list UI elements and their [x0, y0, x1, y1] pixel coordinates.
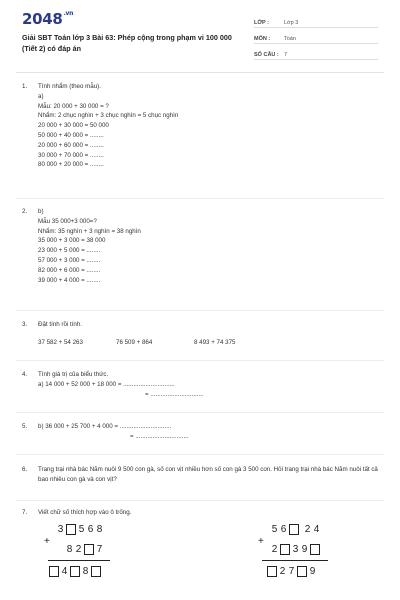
question-4 — [22, 370, 382, 399]
question-number: 1. — [22, 83, 28, 90]
sum-line — [262, 560, 328, 561]
header-divider — [16, 72, 384, 73]
meta-row-count — [254, 46, 378, 60]
question-line: 80 000 + 20 000 = ........ — [38, 161, 104, 169]
logo-suffix: .vn — [63, 10, 74, 17]
question-line: 57 000 + 3 000 = ........ — [38, 256, 101, 264]
answer-line: = ............................... — [130, 432, 189, 440]
meta-row-subject — [254, 30, 378, 44]
plus-sign: + — [258, 536, 264, 547]
addend-row-bottom — [65, 544, 104, 555]
blank-box[interactable] — [289, 524, 299, 535]
question-number: 2. — [22, 208, 28, 215]
divider — [16, 500, 384, 501]
blank-box[interactable] — [267, 566, 277, 577]
question-line: Nhẩm: 35 nghìn + 3 nghìn = 38 nghìn — [38, 227, 141, 235]
question-1 — [22, 82, 382, 170]
question-3 — [22, 320, 382, 348]
question-line: 20 000 + 30 000 = 50 000 — [38, 122, 109, 130]
expression: 37 582 + 54 263 — [38, 338, 83, 346]
question-text: Đặt tính rồi tính. — [38, 321, 83, 328]
question-line: 39 000 + 4 000 = ........ — [38, 276, 101, 284]
logo-text: 2048 — [22, 10, 63, 28]
question-line: Mẫu: 20 000 + 30 000 = ? — [38, 102, 109, 110]
meta-value: Toán — [284, 36, 296, 42]
divider — [16, 310, 384, 311]
question-line: Nhẩm: 2 chục nghìn + 3 chục nghìn = 5 chục nghìn — [38, 112, 179, 120]
column-addition-left — [44, 524, 128, 588]
question-text: Trang trại nhà bác Năm nuôi 9 500 con gà, số con vịt nhiều hơn số con gà 3 500 con. Hỏi trang trại nhà bác Năm nuôi tất cả bao nhiêu con gà và con vịt? — [38, 466, 378, 483]
meta-value: Lớp 3 — [284, 20, 299, 26]
column-addition-right — [258, 524, 346, 588]
sum-row — [48, 566, 102, 577]
digit: 9 — [301, 544, 308, 555]
question-number: 5. — [22, 423, 28, 430]
question-text: Viết chữ số thích hợp vào ô trống. — [38, 509, 132, 516]
addend-row-bottom — [270, 544, 321, 555]
question-line: b) 36 000 + 25 700 + 4 000 = .............................. — [38, 423, 172, 430]
expression: 8 493 + 74 375 — [194, 338, 236, 346]
meta-key: SỐ CÂU : — [254, 52, 279, 58]
digit: 8 — [66, 544, 73, 555]
blank-box[interactable] — [66, 524, 76, 535]
digit: 9 — [309, 566, 316, 577]
logo[interactable] — [22, 10, 73, 28]
digit: 2 — [279, 566, 286, 577]
question-line: Mẫu 35 000+3 000=? — [38, 217, 97, 225]
blank-box[interactable] — [91, 566, 101, 577]
digit: 2 — [75, 544, 82, 555]
digit: 6 — [87, 524, 94, 535]
question-number: 3. — [22, 321, 28, 328]
question-text: Tính nhẩm (theo mẫu). — [38, 83, 101, 90]
digit: 7 — [288, 566, 295, 577]
meta-key: MÔN : — [254, 36, 271, 42]
digit: 6 — [280, 524, 287, 535]
meta-key: LỚP : — [254, 20, 269, 26]
blank-box[interactable] — [84, 544, 94, 555]
question-2 — [22, 207, 382, 285]
question-line: 35 000 + 3 000 = 38 000 — [38, 237, 106, 245]
digit: 4 — [313, 524, 320, 535]
divider — [16, 360, 384, 361]
question-line: 50 000 + 40 000 = ........ — [38, 131, 104, 139]
addend-row-top — [56, 524, 104, 535]
question-text: Tính giá trị của biểu thức. — [38, 371, 109, 378]
digit: 2 — [271, 544, 278, 555]
question-5 — [22, 422, 382, 442]
digit: 5 — [271, 524, 278, 535]
digit: 8 — [82, 566, 89, 577]
digit: 2 — [304, 524, 311, 535]
divider — [16, 412, 384, 413]
answer-line: = ............................... — [145, 390, 204, 398]
digit: 7 — [96, 544, 103, 555]
page-title: Giải SBT Toán lớp 3 Bài 63: Phép cộng trong phạm vi 100 000 (Tiết 2) có đáp án — [22, 33, 232, 53]
sum-line — [48, 560, 110, 561]
digit: 8 — [96, 524, 103, 535]
addend-row-top — [270, 524, 321, 535]
digit: 3 — [292, 544, 299, 555]
digit: 4 — [61, 566, 68, 577]
plus-sign: + — [44, 536, 50, 547]
question-6 — [22, 465, 378, 485]
blank-box[interactable] — [280, 544, 290, 555]
blank-box[interactable] — [70, 566, 80, 577]
question-line: a) 14 000 + 52 000 + 18 000 = .............................. — [38, 380, 175, 388]
blank-box[interactable] — [49, 566, 59, 577]
question-number: 4. — [22, 371, 28, 378]
question-line: a) — [38, 92, 44, 100]
meta-panel — [254, 14, 378, 62]
divider — [16, 198, 384, 199]
blank-box[interactable] — [310, 544, 320, 555]
question-number: 6. — [22, 466, 28, 473]
blank-box[interactable] — [297, 566, 307, 577]
expression: 76 509 + 864 — [116, 338, 153, 346]
meta-row-class — [254, 14, 378, 28]
question-line: 82 000 + 6 000 = ........ — [38, 266, 101, 274]
question-line: b) — [38, 208, 44, 215]
question-line: 23 000 + 5 000 = ........ — [38, 247, 101, 255]
digit: 5 — [78, 524, 85, 535]
meta-value: 7 — [284, 52, 288, 58]
question-7 — [22, 508, 382, 518]
question-number: 7. — [22, 509, 28, 516]
question-line: 30 000 + 70 000 = ........ — [38, 151, 104, 159]
divider — [16, 454, 384, 455]
digit: 3 — [57, 524, 64, 535]
question-line: 20 000 + 60 000 = ........ — [38, 141, 104, 149]
sum-row — [266, 566, 317, 577]
